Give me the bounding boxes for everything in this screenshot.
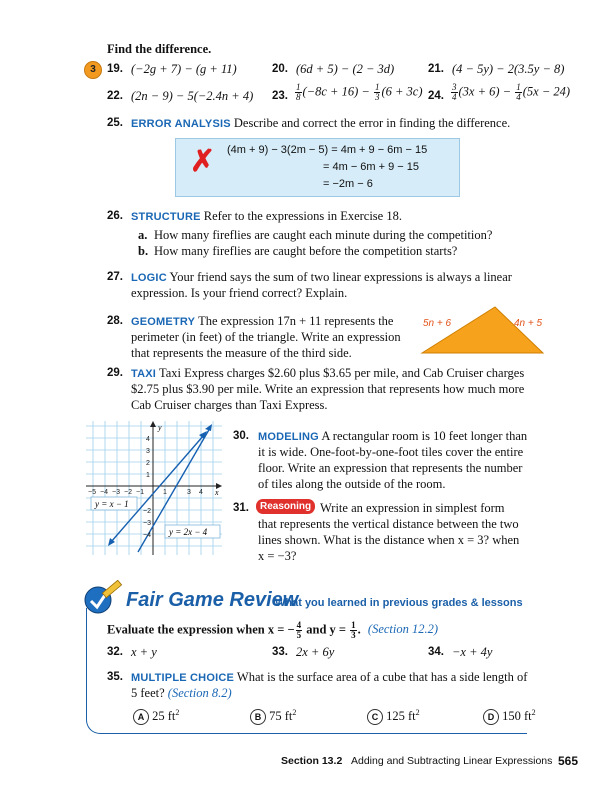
choice-letter: A: [133, 709, 149, 725]
svg-text:−4: −4: [100, 489, 108, 496]
exercise-number: 34.: [428, 646, 444, 658]
error-line-3: = −2m − 6: [323, 178, 373, 190]
exercise-28: GEOMETRY The expression 17n + 11 represents the: [131, 314, 394, 328]
choice-letter: C: [367, 709, 383, 725]
triangle-side-label: 4n + 5: [514, 318, 543, 329]
exercise-31-line2: that represents the vertical distance between the two: [258, 517, 519, 531]
triangle-figure: [420, 305, 550, 357]
exercise-number: 21.: [428, 63, 444, 75]
page-number: 565: [558, 754, 579, 768]
exercise-number: 26.: [107, 210, 123, 222]
exercise-number: 20.: [272, 63, 288, 75]
exercise-number: 31.: [233, 502, 249, 514]
error-line-1: (4m + 9) − 3(2m − 5) = 4m + 9 − 6m − 15: [227, 144, 428, 156]
exercise-number: 24.: [428, 90, 444, 102]
exercise-28-line2: perimeter (in feet) of the triangle. Write an expression: [131, 330, 401, 344]
exercise-32: x + y: [131, 645, 157, 659]
exercise-30: MODELING A rectangular room is 10 feet longer than: [258, 429, 528, 443]
section-reference: (Section 12.2): [367, 622, 439, 637]
svg-text:1: 1: [146, 472, 150, 479]
error-line-2: = 4m − 6m + 9 − 15: [323, 161, 420, 173]
exercise-35: MULTIPLE CHOICE What is the surface area of a cube that has a side length of: [131, 670, 528, 684]
svg-text:1: 1: [163, 489, 167, 496]
evaluate-instruction: Evaluate the expression when x = − $\frac{4}{5}$ and y = $\frac{1}{3}$ . (Section 12.2): [107, 620, 439, 640]
exercise-26: STRUCTURE Refer to the expressions in Exercise 18.: [131, 209, 402, 223]
exercise-19: (−2g + 7) − (g + 11): [131, 62, 237, 76]
exercise-20: (6d + 5) − (2 − 3d): [296, 62, 395, 76]
svg-text:2: 2: [146, 460, 150, 467]
choice-letter: D: [483, 709, 499, 725]
part-a-text: How many fireflies are caught each minute during the competition?: [154, 228, 493, 242]
exercise-27: LOGIC Your friend says the sum of two linear expressions is always a linear: [131, 270, 512, 284]
line-1-label: y = x − 1: [95, 499, 129, 509]
svg-text:4: 4: [199, 489, 203, 496]
exercise-29: TAXI Taxi Express charges $2.60 plus $3.65 per mile, and Cab Cruiser charges: [131, 366, 525, 380]
choice-a[interactable]: A 25 $ft^2$: [133, 705, 179, 725]
exercise-number: 35.: [107, 671, 123, 683]
footer-title: Adding and Subtracting Linear Expressions: [351, 755, 553, 767]
choice-letter: B: [250, 709, 266, 725]
svg-text:4: 4: [146, 436, 150, 443]
choice-d[interactable]: D 150 $ft^2$: [483, 705, 536, 725]
exercise-25: ERROR ANALYSIS Describe and correct the error in finding the difference.: [131, 116, 511, 130]
svg-text:−2: −2: [143, 508, 151, 515]
exercise-number: 33.: [272, 646, 288, 658]
exercise-number: 22.: [107, 90, 123, 102]
svg-text:−3: −3: [112, 489, 120, 496]
exercise-35-line2: 5 feet? (Section 8.2): [131, 686, 232, 700]
exercise-34: −x + 4y: [452, 645, 493, 659]
footer-section: Section 13.2: [281, 755, 343, 767]
part-b-text: How many fireflies are caught before the competition starts?: [154, 244, 458, 258]
exercise-29-line2: $2.75 plus $3.90 per mile. Write an expression that represents how much more: [131, 382, 525, 396]
choice-b[interactable]: B 75 $ft^2$: [250, 705, 296, 725]
error-example-box: [175, 138, 460, 197]
exercise-28-line3: that represents the measure of the third side.: [131, 346, 352, 360]
keyword: ERROR ANALYSIS: [131, 118, 231, 130]
exercise-31: Write an expression in simplest form: [320, 501, 505, 515]
exercise-31-line3: lines shown. What is the distance when x = 3? when: [258, 533, 520, 547]
fair-game-review-subtitle: What you learned in previous grades & lessons: [275, 597, 523, 609]
triangle-side-label: 5n + 6: [423, 318, 452, 329]
x-mark-icon: ✗: [190, 145, 216, 178]
exercise-29-line3: Cab Cruiser charges than Taxi Express.: [131, 398, 328, 412]
exercise-number: 28.: [107, 315, 123, 327]
reasoning-badge: Reasoning: [256, 499, 315, 514]
fair-game-review-title: Fair Game Review: [126, 589, 299, 611]
part-label: b.: [138, 244, 149, 258]
svg-text:−4: −4: [143, 532, 151, 539]
svg-text:−5: −5: [88, 489, 96, 496]
exercise-30-line4: of tiles along the outside of the room.: [258, 477, 446, 491]
exercise-30-line3: floor. Write an expression that represents the number: [258, 461, 523, 475]
svg-text:−3: −3: [143, 520, 151, 527]
exercise-number: 27.: [107, 271, 123, 283]
exercise-33: 2x + 6y: [296, 645, 335, 659]
x-axis-label: x: [215, 488, 219, 497]
exercise-number: 32.: [107, 646, 123, 658]
exercise-31-line4: x = −3?: [258, 549, 297, 563]
section-reference: (Section 8.2): [167, 686, 232, 700]
exercise-23: $\frac{1}{8}$ (−8c + 16) − $\frac{1}{3}$ (6 + 3c): [296, 82, 423, 102]
part-label: a.: [138, 228, 148, 242]
y-axis-label: y: [158, 423, 162, 432]
exercise-number: 25.: [107, 117, 123, 129]
exercise-number: 29.: [107, 367, 123, 379]
exercise-22: (2n − 9) − 5(−2.4n + 4): [131, 89, 254, 103]
difficulty-badge: 3: [84, 61, 102, 79]
coordinate-graph: [86, 421, 222, 555]
exercise-27-line2: expression. Is your friend correct? Explain.: [131, 286, 348, 300]
line-2-label: y = 2x − 4: [169, 527, 208, 537]
exercise-number: 23.: [272, 90, 288, 102]
exercise-number: 30.: [233, 430, 249, 442]
exercise-number: 19.: [107, 63, 123, 75]
svg-text:3: 3: [187, 489, 191, 496]
section-heading: Find the difference.: [107, 42, 212, 56]
exercise-30-line2: it is wide. One-foot-by-one-foot tiles cover the entire: [258, 445, 524, 459]
pencil-icon: [82, 580, 124, 616]
svg-text:−2: −2: [124, 489, 132, 496]
exercise-24: $\frac{3}{4}$ (3x + 6) − $\frac{1}{4}$ (5x − 24): [452, 82, 571, 102]
exercise-21: (4 − 5y) − 2(3.5y − 8): [452, 62, 565, 76]
svg-text:3: 3: [146, 448, 150, 455]
triangle-shape: [422, 307, 543, 353]
choice-c[interactable]: C 125 $ft^2$: [367, 705, 420, 725]
svg-text:−1: −1: [136, 489, 144, 496]
